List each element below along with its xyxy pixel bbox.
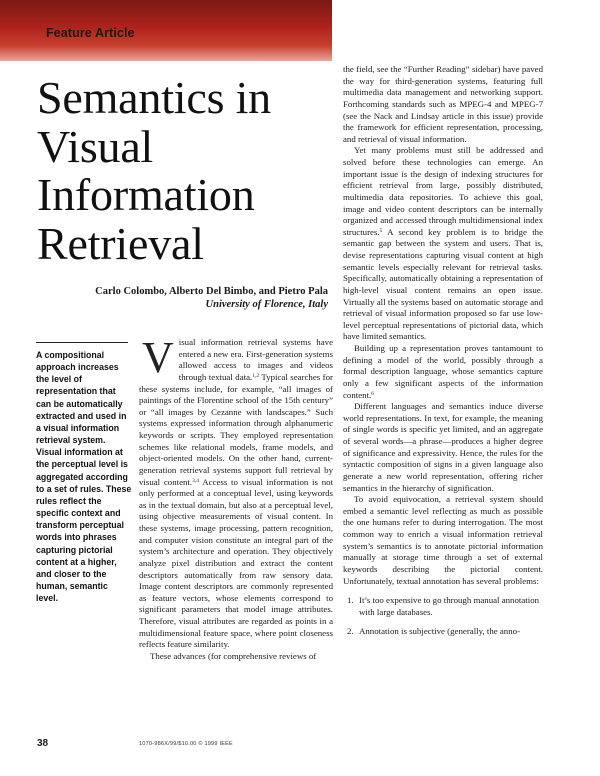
drop-cap: V [142,333,174,382]
body-paragraph: Visual information retrieval systems have entered a new era. First-generation systems allowed access to images and videos through textual data.$^{1,2}$ Typical searches for these systems include, for example, “all images of paintings of the Florentine school of the 15th century” or “all images by Cezanne with landscapes.” Such systems expressed information through alphanumeric keywords or scripts. They employed representation schemes like relational models, frame models, and object-oriented models. On the other hand, current-generation retrieval systems support full retrieval by visual content.$^{3,4}$ Access to visual information is not only performed at a conceptual level, using keywords as in the textual domain, but also at a perceptual level, using objective measurements of visual content. In these systems, image processing, pattern recognition, and computer vision constitute an integral part of the system’s architecture and operation. They objectively analyze pixel distribution and extract the content descriptors automatically from raw sensory data. Image content descriptors are commonly represented as feature vectors, whose elements correspond to significant parameters that model image attributes. Therefore, visual attributes are regarded as points in a multidimensional feature space, where point closeness reflects feature similarity. [139,333,334,650]
list-item: 2. Annotation is subjective (generally, the anno- [347,626,521,637]
abstract: A compositional approach increases the level of representation that can be automatically extracted and used in a visual information retrieval system. Visual information at the perceptual level is aggregated according to a set of rules. These rules reflect the specific context and transform perceptual words into phrases capturing pictorial content at a higher, and closer to the human, semantic level. [36,350,132,604]
copyright-line: 1070-986X/99/$10.00 © 1999 IEEE [139,741,233,747]
affiliation: University of Florence, Italy [205,299,328,310]
citation: 6 [371,390,374,397]
citation: 3,4 [192,477,199,484]
title-line: Retrieval [37,217,204,269]
list-item: 1. It’s too expensive to go through manual annotation with large databases. [347,595,540,617]
body-paragraph-continued: the field, see the “Further Reading” sidebar) have paved the way for third-generation systems, featuring full multimedia data management and networking support. Forthcoming standards such as MPEG-4 and MPEG-7 (see the Nack and Lindsay article in this issue) provide the framework for efficient representation, processing, and retrieval of visual information. [343,64,543,144]
page-number: 38 [37,738,49,749]
body-paragraph: Yet many problems must still be addressed and solved before these technologies can emerge. An important issue is the design of indexing structures for efficient retrieval from large, possibly distributed, multimedia data repositories. To achieve this goal, image and video content descriptors can be internally organized and accessed through multidimensional index structures.$^5$ A second key problem is to bridge the semantic gap between the system and users. That is, devise representations capturing visual content at high semantic levels especially relevant for retrieval tasks. Specifically, automatically obtaining a representation of high-level visual content remains an open issue. Virtually all the systems based on automatic storage and retrieval of visual information proposed so far use low-level perceptual representations of pictorial data, which have limited semantics. [343,145,543,342]
body-column-right [343,64,543,646]
body-paragraph: Building up a representation proves tantamount to defining a model of the world, possibly through a formal description language, whose semantics capture only a few significant aspects of the information content.$^6$ [343,343,543,400]
body-paragraph: These advances (for comprehensive reviews of [150,650,317,661]
abstract-rule [36,342,128,343]
body-paragraph: Different languages and semantics induce diverse world representations. In text, for example, the meaning of single words is specific yet limited, and an aggregate of several words—a phrase—produces a higher degree of significance and expressivity. Hence, the rules for the syntactic composition of signs in a given language also generate a new world representation, offering richer semantics in the hierarchy of signification. [343,401,543,493]
section-label: Feature Article [46,26,135,40]
title-line: Information [37,169,255,220]
authors: Carlo Colombo, Alberto Del Bimbo, and Pietro Pala [95,286,328,297]
citation: 5 [379,227,383,234]
body-column-middle [139,333,334,663]
title-line: Visual [37,120,154,172]
body-paragraph: To avoid equivocation, a retrieval system should embed a semantic level reflecting as much as possible the one humans refer to during interrogation. The most common way to enrich a visual information retrieval system’s semantics is to annotate pictorial information manually at storage time through a set of external keywords describing the pictorial content. Unfortunately, textual annotation has several problems: [343,494,543,586]
citation: 1,2 [252,372,260,379]
title-line: Semantics in [37,72,271,123]
problem-list [343,595,543,638]
article-title [37,74,327,268]
